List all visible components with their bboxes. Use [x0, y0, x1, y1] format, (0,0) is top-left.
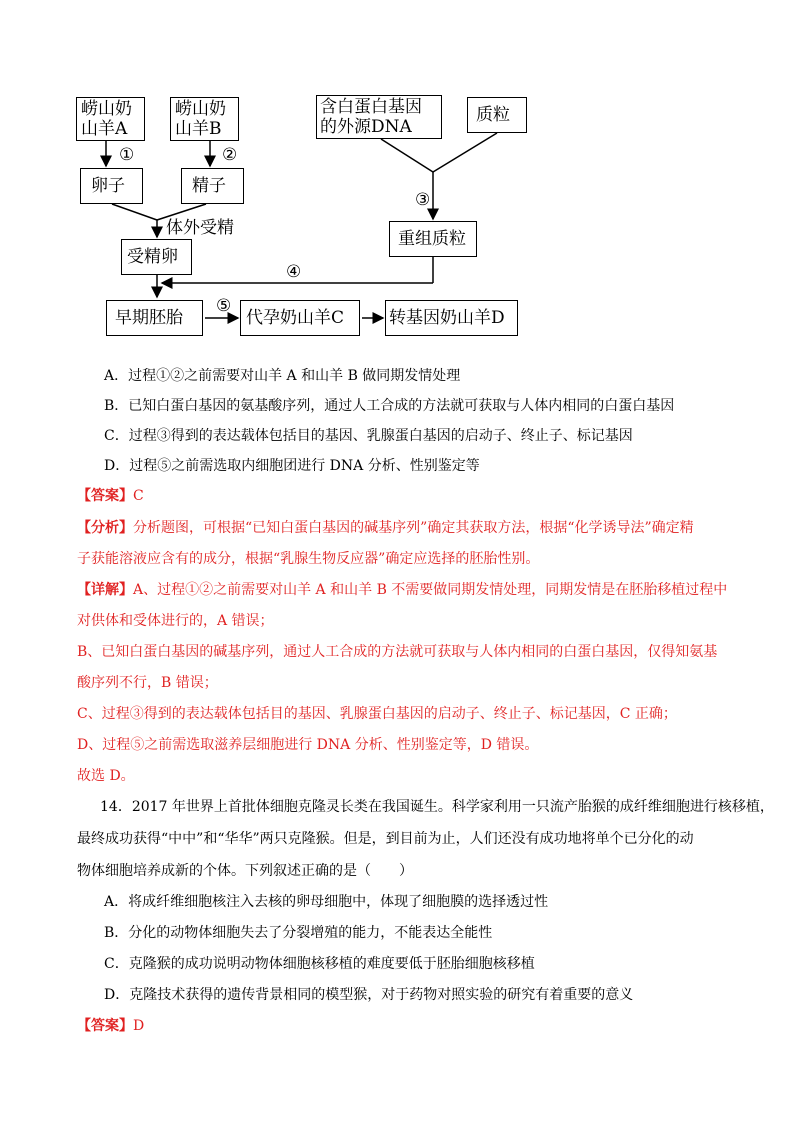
step-1-label: ① [119, 145, 135, 165]
analysis-text: 分析题图，可根据“已知白蛋白基因的碱基序列”确定其获取方法，根据“化学诱导法”确定精 [133, 520, 694, 536]
q13-detail-line-1 [77, 579, 727, 599]
recombinant-plasmid-box: 重组质粒 [389, 221, 477, 257]
q13-detail-line-4: 酸序列不行，B 错误； [77, 675, 218, 691]
goat-b-box: 崂山奶 山羊B [170, 97, 239, 141]
step-5-label: ⑤ [216, 296, 232, 316]
answer-value: C [133, 488, 144, 504]
q14-option-c: C．克隆猴的成功说明动物体细胞核移植的难度要低于胚胎细胞核移植 [104, 956, 535, 972]
egg-box: 卵子 [80, 168, 143, 204]
step-3-label: ③ [415, 190, 431, 210]
analysis-tag: 【分析】 [77, 520, 133, 536]
q14-stem-line-3: 物体细胞培养成新的个体。下列叙述正确的是（ ） [77, 863, 413, 879]
surrogate-goat-box: 代孕奶山羊C [240, 300, 360, 336]
transgenic-goat-box: 转基因奶山羊D [385, 300, 518, 336]
q14-option-a: A．将成纤维细胞核注入去核的卵母细胞中，体现了细胞膜的选择透过性 [104, 894, 549, 910]
albumin-dna-box: 含白蛋白基因 的外源DNA [316, 95, 442, 139]
goat-a-box: 崂山奶 山羊A [76, 97, 145, 141]
ivf-label: 体外受精 [166, 218, 234, 238]
q13-detail-line-5: C、过程③得到的表达载体包括目的基因、乳腺蛋白基因的启动子、终止子、标记基因，C 正确； [77, 706, 677, 722]
q13-analysis-line-2: 子获能溶液应含有的成分，根据“乳腺生物反应器”确定应选择的胚胎性别。 [77, 551, 540, 567]
zygote-box: 受精卵 [121, 239, 192, 275]
q13-option-c: C．过程③得到的表达载体包括目的基因、乳腺蛋白基因的启动子、终止子、标记基因 [104, 428, 633, 444]
q14-option-d: D．克隆技术获得的遗传背景相同的模型猴，对于药物对照实验的研究有着重要的意义 [104, 987, 634, 1003]
step-2-label: ② [222, 145, 238, 165]
early-embryo-box: 早期胚胎 [106, 300, 203, 336]
sperm-box: 精子 [181, 168, 244, 204]
step-4-label: ④ [286, 262, 302, 282]
q13-option-a: A．过程①②之前需要对山羊 A 和山羊 B 做同期发情处理 [104, 368, 461, 384]
q13-option-d: D．过程⑤之前需选取内细胞团进行 DNA 分析、性别鉴定等 [104, 458, 480, 474]
answer-tag: 【答案】 [77, 488, 133, 504]
q13-detail-line-2: 对供体和受体进行的，A 错误； [77, 613, 274, 629]
plasmid-box: 质粒 [467, 97, 527, 133]
q13-detail-line-3: B、已知白蛋白基因的碱基序列，通过人工合成的方法就可获取与人体内相同的白蛋白基因，仅得知氨基 [77, 644, 718, 660]
q13-analysis-line-1 [77, 517, 694, 537]
q14-stem-line-2: 最终成功获得“中中”和“华华”两只克隆猴。但是，到目前为止，人们还没有成功地将单个已分化的动 [77, 831, 694, 847]
q13-answer [77, 485, 144, 505]
q14-stem-line-1: 14．2017 年世界上首批体细胞克隆灵长类在我国诞生。科学家利用一只流产胎猴的成纤维细胞进行核移植， [100, 799, 774, 815]
q13-option-b: B．已知白蛋白基因的氨基酸序列，通过人工合成的方法就可获取与人体内相同的白蛋白基因 [104, 398, 675, 414]
answer-tag: 【答案】 [77, 1018, 133, 1034]
answer-value: D [133, 1018, 145, 1034]
detail-tag: 【详解】 [77, 582, 133, 598]
q14-answer [77, 1015, 144, 1035]
detail-text: A、过程①②之前需要对山羊 A 和山羊 B 不需要做同期发情处理，同期发情是在胚胎移植过程中 [133, 582, 728, 598]
q13-detail-line-7: 故选 D。 [77, 768, 135, 784]
q14-option-b: B．分化的动物体细胞失去了分裂增殖的能力，不能表达全能性 [104, 925, 493, 941]
q13-detail-line-6: D、过程⑤之前需选取滋养层细胞进行 DNA 分析、性别鉴定等，D 错误。 [77, 737, 539, 753]
